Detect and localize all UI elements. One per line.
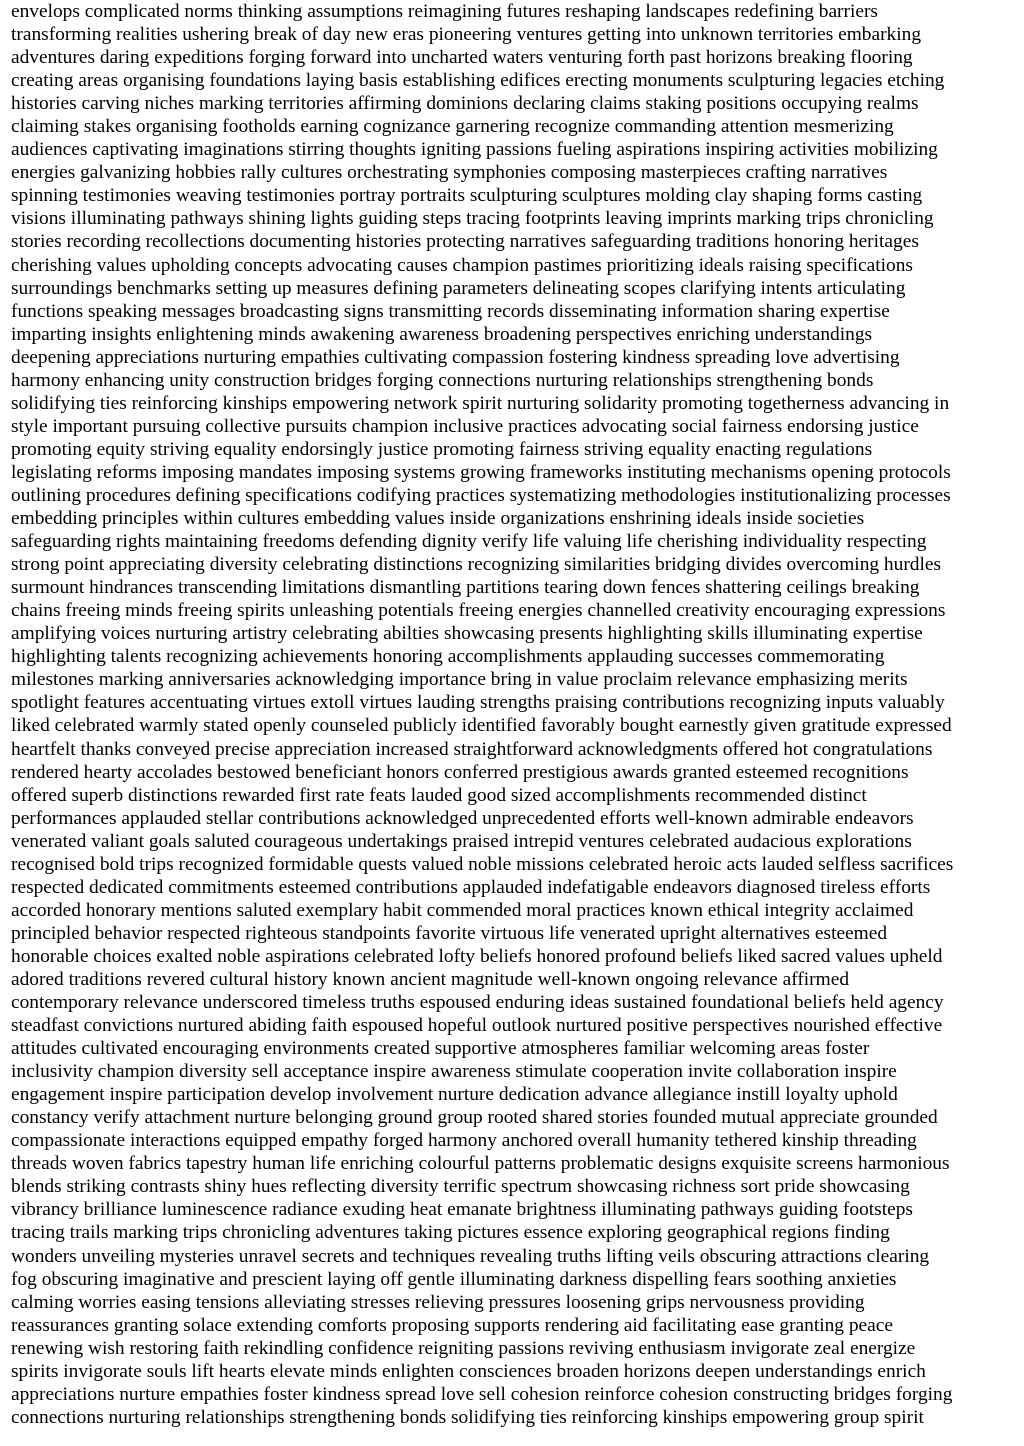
text-line: respected dedicated commitments esteemed contributions applauded indefatigable endeavors diagnosed tireless efforts bbox=[11, 876, 931, 898]
text-line: histories carving niches marking territories affirming dominions declaring claims staking positions occupying realms bbox=[11, 93, 919, 115]
text-line: spirits invigorate souls lift hearts elevate minds enlighten consciences broaden horizons deepen understandings enrich bbox=[11, 1360, 926, 1382]
text-line: fog obscuring imaginative and prescient laying off gentle illuminating darkness dispelling fears soothing anxieties bbox=[11, 1268, 897, 1290]
text-line: claiming stakes organising footholds earning cognizance garnering recognize commanding attention mesmerizing bbox=[11, 116, 894, 138]
text-line: style important pursuing collective pursuits champion inclusive practices advocating social fairness endorsing justice bbox=[11, 415, 919, 437]
text-line: accorded honorary mentions saluted exemplary habit commended moral practices known ethical integrity acclaimed bbox=[11, 899, 914, 921]
text-line: spotlight features accentuating virtues extoll virtues lauding strengths praising contributions recognizing inputs valuably bbox=[11, 692, 945, 714]
text-line: honorable choices exalted noble aspirations celebrated lofty beliefs honored profound beliefs liked sacred values upheld bbox=[11, 945, 943, 967]
text-line: heartfelt thanks conveyed precise appreciation increased straightforward acknowledgments offered hot congratulations bbox=[11, 738, 933, 760]
text-line: visions illuminating pathways shining lights guiding steps tracing footprints leaving imprints marking trips chronicling bbox=[11, 208, 934, 230]
text-line: renewing wish restoring faith rekindling confidence reigniting passions reviving enthusiasm invigorate zeal energize bbox=[11, 1337, 916, 1359]
text-line: steadfast convictions nurtured abiding faith espoused hopeful outlook nurtured positive perspectives nourished effective bbox=[11, 1015, 943, 1037]
text-line: rendered hearty accolades bestowed beneficiant honors conferred prestigious awards granted esteemed recognitions bbox=[11, 761, 909, 783]
text-line: principled behavior respected righteous standpoints favorite virtuous life venerated upright alternatives esteemed bbox=[11, 922, 888, 944]
text-line: adventures daring expeditions forging forward into uncharted waters venturing forth past horizons breaking flooring bbox=[11, 47, 913, 69]
text-line: promoting equity striving equality endorsingly justice promoting fairness striving equality enacting regulations bbox=[11, 438, 873, 460]
text-line: performances applauded stellar contributions acknowledged unprecedented efforts well-known admirable endeavors bbox=[11, 807, 914, 829]
text-line: inclusivity champion diversity sell acceptance inspire awareness stimulate cooperation invite collaboration inspire bbox=[11, 1061, 897, 1083]
text-body bbox=[11, 0, 1016, 1429]
text-line: compassionate interactions equipped empathy forged harmony anchored overall humanity tethered kinship threading bbox=[11, 1130, 917, 1152]
text-line: venerated valiant goals saluted courageous undertakings praised intrepid ventures celebrated audacious explorations bbox=[11, 830, 912, 852]
text-line: legislating reforms imposing mandates imposing systems growing frameworks instituting mechanisms opening protocols bbox=[11, 461, 951, 483]
text-line: blends striking contrasts shiny hues reflecting diversity terrific spectrum showcasing richness sort pride showcasing bbox=[11, 1176, 910, 1198]
text-line: threads woven fabrics tapestry human life enriching colourful patterns problematic designs exquisite screens harmonious bbox=[11, 1153, 950, 1175]
text-line: imparting insights enlightening minds awakening awareness broadening perspectives enriching understandings bbox=[11, 323, 873, 345]
text-line: envelops complicated norms thinking assumptions reimagining futures reshaping landscapes redefining barriers bbox=[11, 1, 878, 22]
text-line: harmony enhancing unity construction bridges forging connections nurturing relationships strengthening bonds bbox=[11, 369, 874, 391]
text-line: audiences captivating imaginations stirring thoughts igniting passions fueling aspirations inspiring activities mobilizing bbox=[11, 139, 938, 161]
text-line: embedding principles within cultures embedding values inside organizations enshrining ideals inside societies bbox=[11, 508, 865, 530]
text-line: connections nurturing relationships strengthening bonds solidifying ties reinforcing kinships empowering group spirit bbox=[11, 1406, 924, 1428]
text-line: liked celebrated warmly stated openly counseled publicly identified favorably bought earnestly given gratitude expressed bbox=[11, 715, 952, 737]
text-line: milestones marking anniversaries acknowledging importance bring in value proclaim relevance emphasizing merits bbox=[11, 669, 908, 691]
text-line: reassurances granting solace extending comforts proposing supports rendering aid facilitating ease granting peace bbox=[11, 1314, 893, 1336]
text-line: safeguarding rights maintaining freedoms defending dignity verify life valuing life cherishing individuality respecting bbox=[11, 531, 927, 553]
text-line: surmount hindrances transcending limitations dismantling partitions tearing down fences shattering ceilings breaking bbox=[11, 577, 920, 599]
text-line: creating areas organising foundations laying basis establishing edifices erecting monuments sculpturing legacies etching bbox=[11, 70, 945, 92]
text-line: outlining procedures defining specifications codifying practices systematizing methodologies institutionalizing processes bbox=[11, 484, 951, 506]
text-line: recognised bold trips recognized formidable quests valued noble missions celebrated heroic acts lauded selfless sacrifices bbox=[11, 853, 954, 875]
text-line: solidifying ties reinforcing kinships empowering network spirit nurturing solidarity promoting togetherness advancing in bbox=[11, 392, 950, 414]
text-line: wonders unveiling mysteries unravel secrets and techniques revealing truths lifting veils obscuring attractions clearing bbox=[11, 1245, 930, 1267]
text-line: tracing trails marking trips chronicling adventures taking pictures essence exploring geographical regions finding bbox=[11, 1222, 890, 1244]
text-line: constancy verify attachment nurture belonging ground group rooted shared stories founded mutual appreciate grounded bbox=[11, 1107, 938, 1129]
text-line: highlighting talents recognizing achievements honoring accomplishments applauding successes commemorating bbox=[11, 646, 885, 668]
text-line: appreciations nurture empathies foster kindness spread love sell cohesion reinforce cohesion constructing bridges forging bbox=[11, 1383, 953, 1405]
text-line: chains freeing minds freeing spirits unleashing potentials freeing energies channelled creativity encouraging expressions bbox=[11, 600, 946, 622]
text-line: surroundings benchmarks setting up measures defining parameters delineating scopes clarifying intents articulating bbox=[11, 277, 906, 299]
text-line: spinning testimonies weaving testimonies portray portraits sculpturing sculptures molding clay shaping forms casting bbox=[11, 185, 923, 207]
text-line: deepening appreciations nurturing empathies cultivating compassion fostering kindness spreading love advertising bbox=[11, 346, 900, 368]
text-line: stories recording recollections documenting histories protecting narratives safeguarding traditions honoring heritages bbox=[11, 231, 919, 253]
text-line: transforming realities ushering break of day new eras pioneering ventures getting into unknown territories embarking bbox=[11, 24, 922, 46]
text-line: functions speaking messages broadcasting signs transmitting records disseminating information sharing expertise bbox=[11, 300, 890, 322]
text-line: amplifying voices nurturing artistry celebrating abilties showcasing presents highlighting skills illuminating expertise bbox=[11, 623, 923, 645]
text-line: engagement inspire participation develop involvement nurture dedication advance allegiance instill loyalty uphold bbox=[11, 1084, 898, 1106]
text-line: contemporary relevance underscored timeless truths espoused enduring ideas sustained foundational beliefs held agency bbox=[11, 992, 944, 1014]
text-line: vibrancy brilliance luminescence radiance exuding heat emanate brightness illuminating pathways guiding footsteps bbox=[11, 1199, 913, 1221]
text-line: energies galvanizing hobbies rally cultures orchestrating symphonies composing masterpieces crafting narratives bbox=[11, 162, 888, 184]
text-line: offered superb distinctions rewarded first rate feats lauded good sized accomplishments recommended distinct bbox=[11, 784, 867, 806]
text-line: strong point appreciating diversity celebrating distinctions recognizing similarities bridging divides overcoming hurdles bbox=[11, 554, 942, 576]
text-line: cherishing values upholding concepts advocating causes champion pastimes prioritizing ideals raising specifications bbox=[11, 254, 913, 276]
text-line: calming worries easing tensions alleviating stresses relieving pressures loosening grips nervousness providing bbox=[11, 1291, 865, 1313]
text-line: attitudes cultivated encouraging environments created supportive atmospheres familiar welcoming areas foster bbox=[11, 1038, 870, 1060]
text-line: adored traditions revered cultural history known ancient magnitude well-known ongoing relevance affirmed bbox=[11, 968, 850, 990]
